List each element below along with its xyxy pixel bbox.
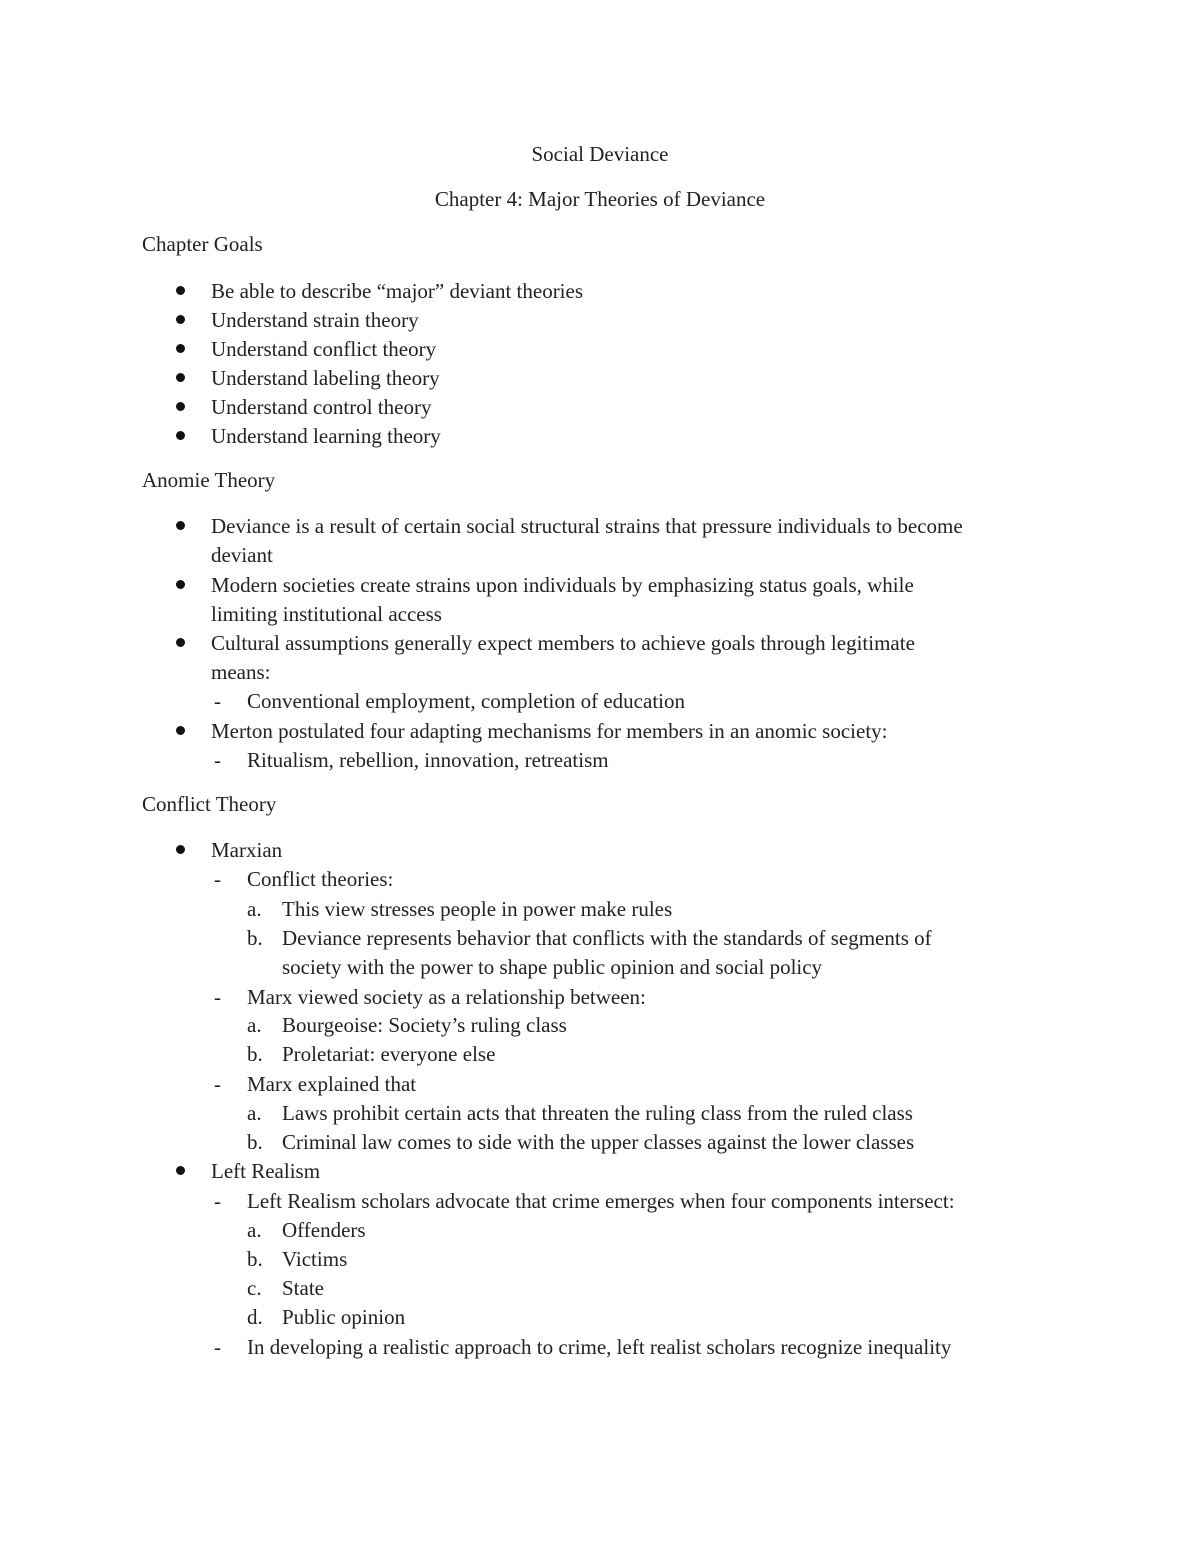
bullet-icon	[176, 286, 185, 295]
anomie-sub-item: Ritualism, rebellion, innovation, retreatism	[247, 748, 609, 772]
bullet-icon	[176, 580, 185, 589]
section-heading-goals: Chapter Goals	[142, 232, 263, 256]
anomie-bullet-2-cont: limiting institutional access	[211, 602, 442, 626]
goal-item: Be able to describe “major” deviant theories	[211, 279, 584, 303]
conflict-list-item: State	[282, 1276, 324, 1300]
conflict-list-item: Victims	[282, 1247, 348, 1271]
list-marker: b.	[247, 926, 263, 950]
list-marker: b.	[247, 1130, 263, 1154]
conflict-sub-item: In developing a realistic approach to crime, left realist scholars recognize inequality	[247, 1335, 952, 1359]
conflict-list-item: This view stresses people in power make rules	[282, 897, 673, 921]
conflict-sub-item: Marx explained that	[247, 1072, 417, 1096]
conflict-list-item: Bourgeoise: Society’s ruling class	[282, 1013, 567, 1037]
list-marker: d.	[247, 1305, 263, 1329]
goal-item: Understand control theory	[211, 395, 432, 419]
anomie-bullet-1: Deviance is a result of certain social structural strains that pressure individuals to become	[211, 514, 963, 538]
goal-item: Understand strain theory	[211, 308, 419, 332]
list-marker: a.	[247, 1101, 262, 1125]
conflict-list-item: Laws prohibit certain acts that threaten the ruling class from the ruled class	[282, 1101, 913, 1125]
list-marker: a.	[247, 1218, 262, 1242]
list-marker: c.	[247, 1276, 262, 1300]
dash-marker: -	[214, 867, 221, 891]
conflict-list-item: Deviance represents behavior that conflicts with the standards of segments of	[282, 926, 932, 950]
bullet-icon	[176, 521, 185, 530]
bullet-icon	[176, 431, 185, 440]
dash-marker: -	[214, 985, 221, 1009]
bullet-icon	[176, 373, 185, 382]
section-heading-anomie: Anomie Theory	[142, 468, 276, 492]
goal-item: Understand learning theory	[211, 424, 441, 448]
chapter-title: Chapter 4: Major Theories of Deviance	[434, 187, 766, 211]
list-marker: b.	[247, 1042, 263, 1066]
bullet-icon	[176, 344, 185, 353]
anomie-sub-item: Conventional employment, completion of education	[247, 689, 685, 713]
list-marker: a.	[247, 1013, 262, 1037]
list-marker: b.	[247, 1247, 263, 1271]
conflict-list-item: Public opinion	[282, 1305, 406, 1329]
conflict-list-item: Offenders	[282, 1218, 366, 1242]
conflict-sub-item: Marx viewed society as a relationship between:	[247, 985, 646, 1009]
anomie-bullet-1-cont: deviant	[211, 543, 273, 567]
conflict-marxian: Marxian	[211, 838, 283, 862]
anomie-bullet-3: Cultural assumptions generally expect members to achieve goals through legitimate	[211, 631, 915, 655]
anomie-bullet-2: Modern societies create strains upon individuals by emphasizing status goals, while	[211, 573, 914, 597]
dash-marker: -	[214, 1189, 221, 1213]
conflict-left-realism: Left Realism	[211, 1159, 321, 1183]
anomie-bullet-3-cont: means:	[211, 660, 271, 684]
section-heading-conflict: Conflict Theory	[142, 792, 277, 816]
anomie-bullet-4: Merton postulated four adapting mechanisms for members in an anomic society:	[211, 719, 888, 743]
conflict-sub-item: Conflict theories:	[247, 867, 394, 891]
conflict-sub-item: Left Realism scholars advocate that crime emerges when four components intersect:	[247, 1189, 955, 1213]
dash-marker: -	[214, 1335, 221, 1359]
bullet-icon	[176, 845, 185, 854]
bullet-icon	[176, 726, 185, 735]
bullet-icon	[176, 1166, 185, 1175]
document-title: Social Deviance	[531, 142, 669, 166]
dash-marker: -	[214, 689, 221, 713]
bullet-icon	[176, 315, 185, 324]
goal-item: Understand labeling theory	[211, 366, 440, 390]
conflict-list-item: Criminal law comes to side with the upper classes against the lower classes	[282, 1130, 915, 1154]
dash-marker: -	[214, 748, 221, 772]
bullet-icon	[176, 638, 185, 647]
dash-marker: -	[214, 1072, 221, 1096]
list-marker: a.	[247, 897, 262, 921]
conflict-list-item: Proletariat: everyone else	[282, 1042, 496, 1066]
bullet-icon	[176, 402, 185, 411]
conflict-list-item-cont: society with the power to shape public opinion and social policy	[282, 955, 823, 979]
goal-item: Understand conflict theory	[211, 337, 437, 361]
